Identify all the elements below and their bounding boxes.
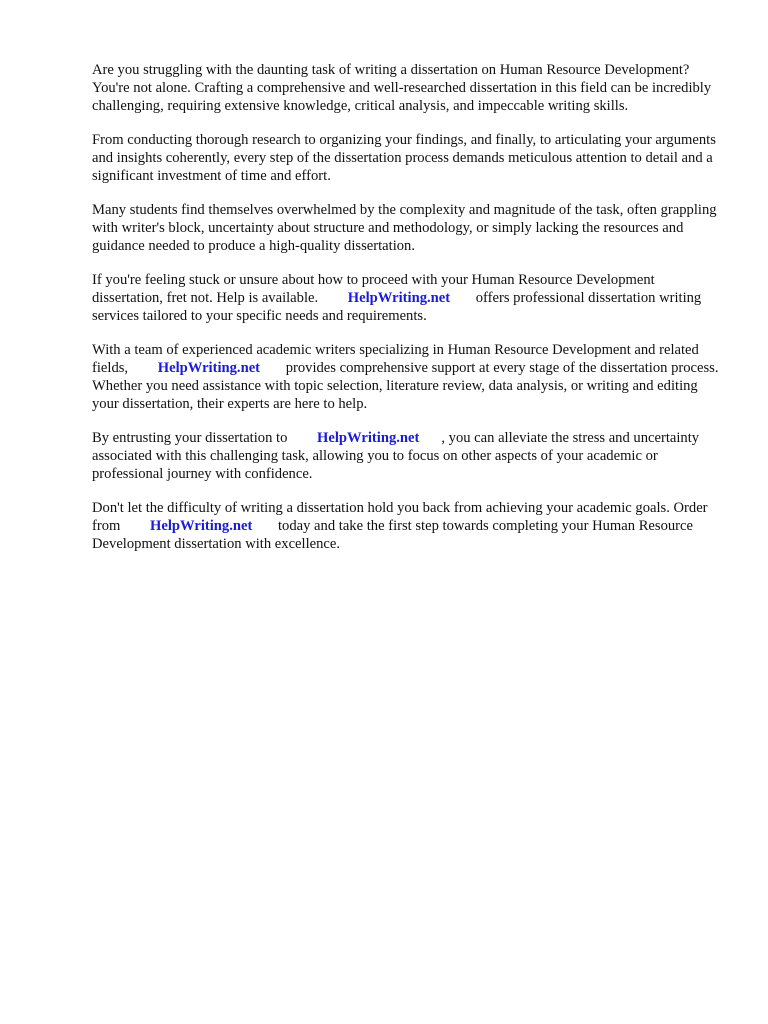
helpwriting-link-2[interactable]: HelpWriting.net <box>157 360 261 376</box>
paragraph-process-text: From conducting thorough research to organizing your findings, and finally, to articulating your arguments and insights coherently, every step of the dissertation process demands meticulous attention to detail and a significant investment of time and effort. <box>92 132 716 184</box>
paragraph-challenges-text: Many students find themselves overwhelmed by the complexity and magnitude of the task, often grappling with writer's block, uncertainty about structure and methodology, or simply lacking the resources and guidance needed to produce a high-quality dissertation. <box>92 202 717 254</box>
paragraph-help-text-after: offers professional dissertation writing services tailored to your specific needs and requirements. <box>92 290 702 324</box>
helpwriting-link-1[interactable]: HelpWriting.net <box>347 290 451 306</box>
helpwriting-link-4[interactable]: HelpWriting.net <box>150 518 253 534</box>
paragraph-team-text-before: With a team of experienced academic writers specializing in Human Resource Development and related fields, <box>92 342 699 376</box>
paragraph-intro <box>92 61 722 115</box>
paragraph-help-text-before: If you're feeling stuck or unsure about how to proceed with your Human Resource Development dissertation, fret not. Help is available. <box>92 272 655 306</box>
paragraph-order-text-before: Don't let the difficulty of writing a dissertation hold you back from achieving your academic goals. Order from <box>92 500 708 534</box>
paragraph-help-available <box>92 271 722 325</box>
paragraph-process <box>92 131 722 185</box>
paragraph-challenges <box>92 201 722 255</box>
paragraph-order <box>92 499 722 553</box>
paragraph-entrust <box>92 429 722 483</box>
paragraph-entrust-text-before: By entrusting your dissertation to <box>92 430 288 446</box>
document-body <box>92 61 722 569</box>
paragraph-intro-text: Are you struggling with the daunting task of writing a dissertation on Human Resource Development? You're not alone. Crafting a comprehensive and well-researched dissertation in this field can be incredibly challenging, requiring extensive knowledge, critical analysis, and impeccable writing skills. <box>92 62 712 114</box>
paragraph-team <box>92 341 722 413</box>
paragraph-team-text-after: provides comprehensive support at every stage of the dissertation process. Whether you need assistance with topic selection, literature review, data analysis, or writing and editing your dissertation, their experts are here to help. <box>92 360 719 412</box>
paragraph-entrust-text-after: , you can alleviate the stress and uncertainty associated with this challenging task, allowing you to focus on other aspects of your academic or professional journey with confidence. <box>92 430 700 482</box>
paragraph-order-text-after: today and take the first step towards completing your Human Resource Development dissertation with excellence. <box>92 518 693 552</box>
helpwriting-link-3[interactable]: HelpWriting.net <box>317 430 420 446</box>
